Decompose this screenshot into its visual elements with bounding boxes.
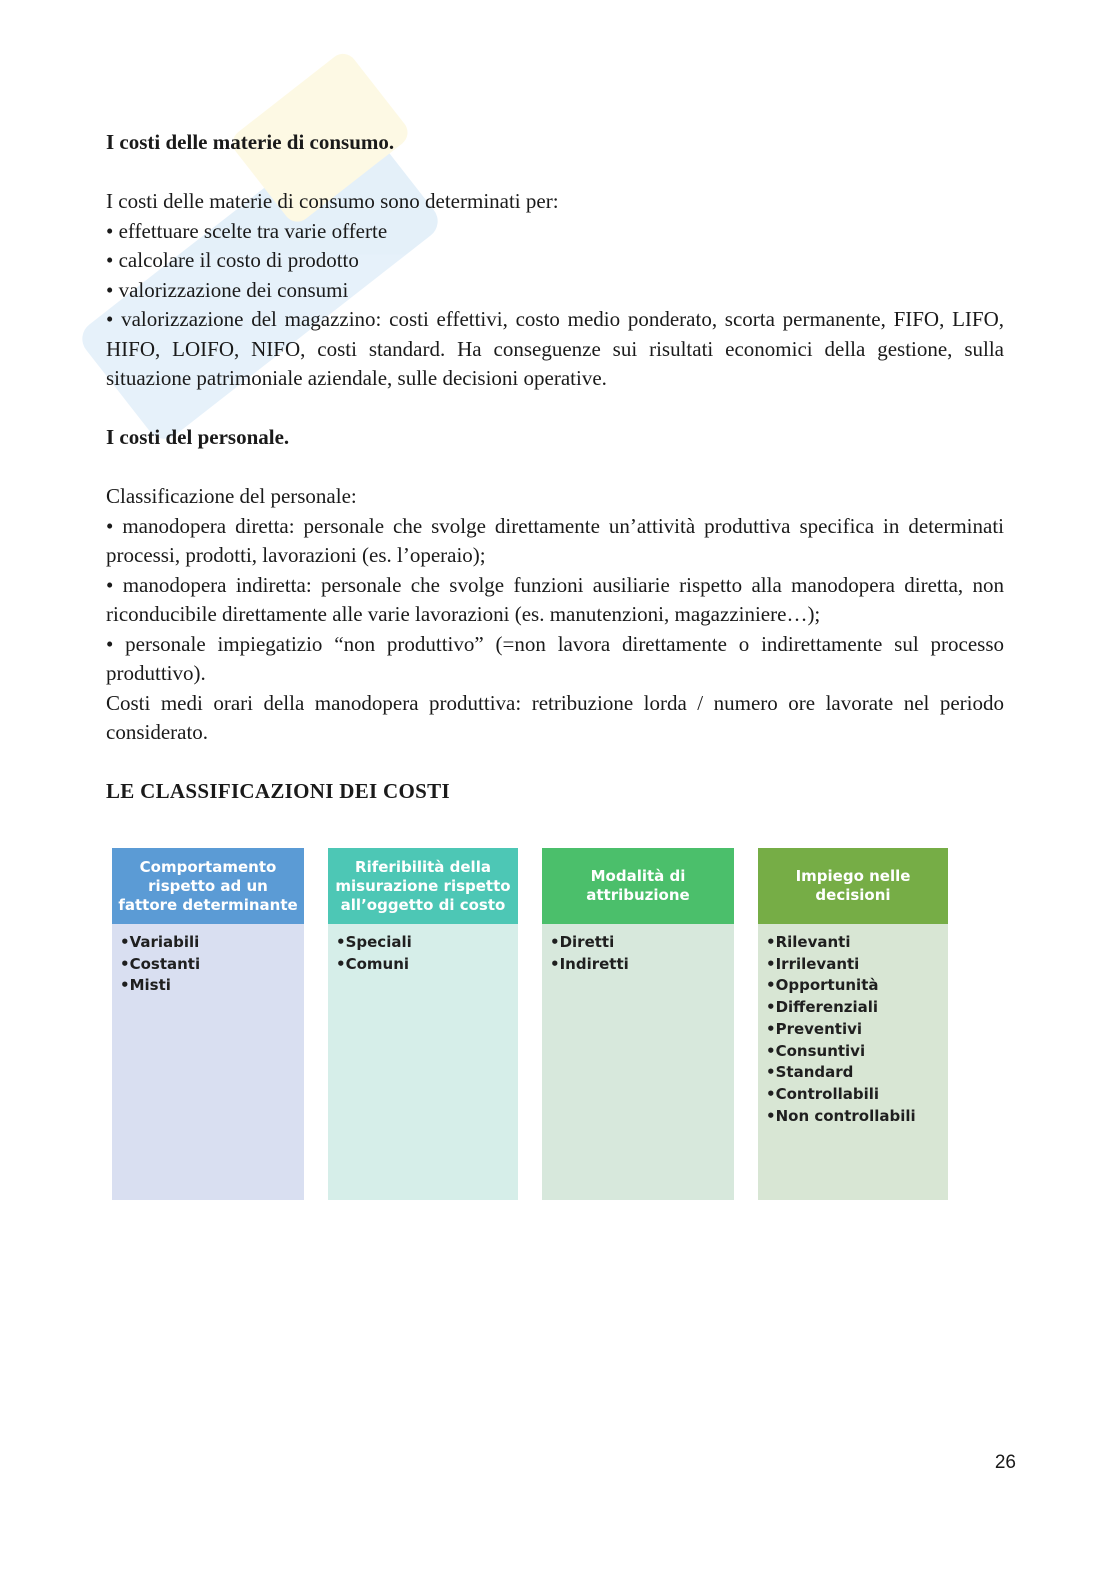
list-item: • Non controllabili bbox=[766, 1106, 940, 1128]
cost-classification-diagram bbox=[112, 848, 952, 1200]
section-title-personale: I costi del personale. bbox=[106, 425, 290, 449]
diagram-column bbox=[112, 848, 304, 1200]
document-body bbox=[106, 128, 1004, 807]
bullet-item: • manodopera indiretta: personale che svolge funzioni ausiliarie rispetto alla manodopera diretta, non riconducibile direttamente alle varie lavorazioni (es. manutenzioni, magazziniere…); bbox=[106, 572, 1004, 626]
closing-paragraph: Costi medi orari della manodopera produttiva: retribuzione lorda / numero ore lavorate nel periodo considerato. bbox=[106, 690, 1004, 744]
column-header: Impiego nelle decisioni bbox=[758, 848, 948, 924]
list-item: • Consuntivi bbox=[766, 1041, 940, 1063]
column-header: Comportamento rispetto ad un fattore determinante bbox=[112, 848, 304, 924]
bullet-item: • valorizzazione dei consumi bbox=[106, 277, 349, 302]
bullet-item: • effettuare scelte tra varie offerte bbox=[106, 218, 388, 243]
list-item: • Rilevanti bbox=[766, 932, 940, 954]
section-intro-personale: Classificazione del personale: bbox=[106, 484, 357, 508]
section-title-materie: I costi delle materie di consumo. bbox=[106, 130, 395, 154]
column-header: Modalità di attribuzione bbox=[542, 848, 734, 924]
list-item: • Indiretti bbox=[550, 954, 726, 976]
bullet-item: • personale impiegatizio “non produttivo” (=non lavora direttamente o indirettamente sul processo produttivo). bbox=[106, 631, 1004, 685]
list-item: • Opportunità bbox=[766, 975, 940, 997]
column-body bbox=[542, 924, 734, 1200]
page-number: 26 bbox=[994, 1452, 1016, 1473]
bullet-item: • valorizzazione del magazzino: costi effettivi, costo medio ponderato, scorta permanente, FIFO, LIFO, HIFO, LOIFO, NIFO, costi standard. Ha conseguenze sui risultati economici della gestione, sulla situazione patrimoniale aziendale, sulle decisioni operative. bbox=[106, 307, 1004, 390]
column-header: Riferibilità della misurazione rispetto all’oggetto di costo bbox=[328, 848, 518, 924]
column-body bbox=[328, 924, 518, 1200]
list-item: • Speciali bbox=[336, 932, 510, 954]
list-item: • Irrilevanti bbox=[766, 954, 940, 976]
section-intro-materie: I costi delle materie di consumo sono determinati per: bbox=[106, 189, 559, 213]
list-item: • Controllabili bbox=[766, 1084, 940, 1106]
list-item: • Diretti bbox=[550, 932, 726, 954]
list-item: • Differenziali bbox=[766, 997, 940, 1019]
bullet-item: • manodopera diretta: personale che svolge direttamente un’attività produttiva specifica in determinati processi, prodotti, lavorazioni (es. l’operaio); bbox=[106, 513, 1004, 567]
column-body bbox=[112, 924, 304, 1200]
diagram-column bbox=[542, 848, 734, 1200]
section-title-classificazioni: LE CLASSIFICAZIONI DEI COSTI bbox=[106, 779, 450, 803]
bullet-item: • calcolare il costo di prodotto bbox=[106, 248, 359, 272]
list-item: • Costanti bbox=[120, 954, 296, 976]
column-body bbox=[758, 924, 948, 1200]
list-item: • Preventivi bbox=[766, 1019, 940, 1041]
list-item: • Standard bbox=[766, 1062, 940, 1084]
list-item: • Variabili bbox=[120, 932, 296, 954]
diagram-column bbox=[328, 848, 518, 1200]
list-item: • Comuni bbox=[336, 954, 510, 976]
diagram-column bbox=[758, 848, 948, 1200]
list-item: • Misti bbox=[120, 975, 296, 997]
